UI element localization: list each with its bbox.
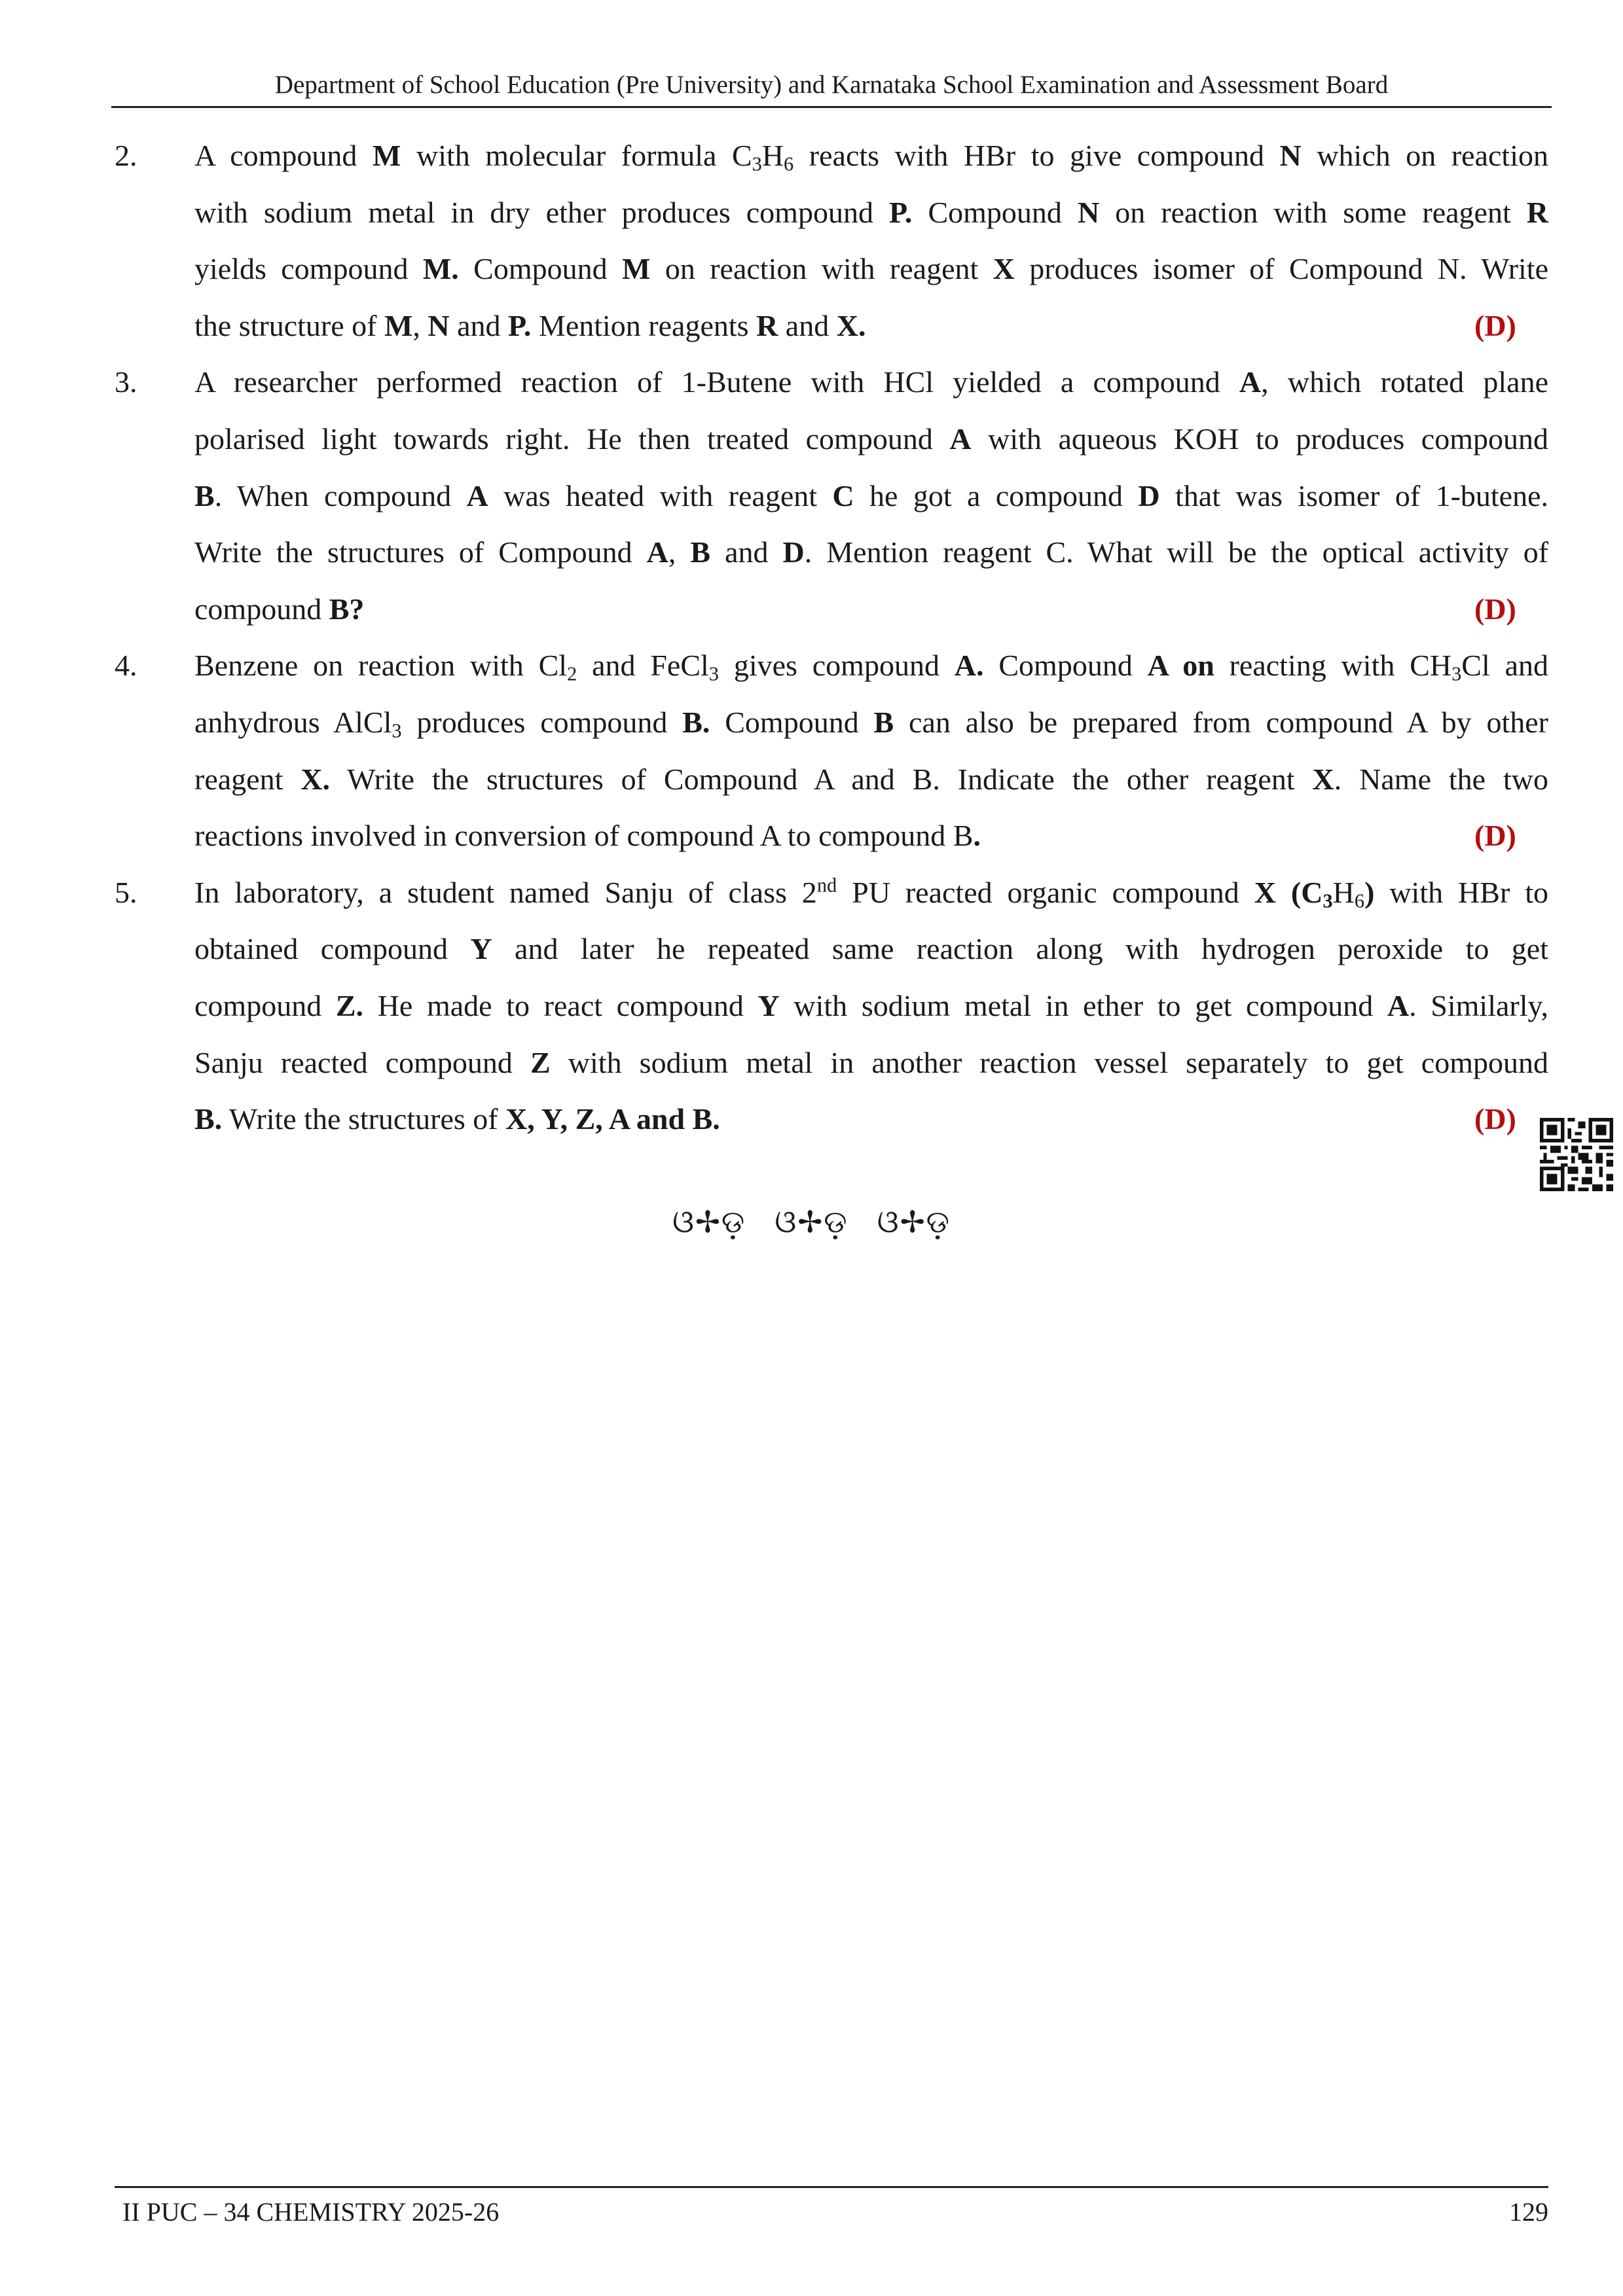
qr-code[interactable] — [1540, 1118, 1613, 1191]
question-line: B. Write the structures of X, Y, Z, A and B. (D) — [194, 1091, 1548, 1148]
question-number: 3. — [115, 365, 137, 399]
question-line: polarised light towards right. He then treated compound A with aqueous KOH to produces compound — [194, 422, 1548, 456]
question-line: A researcher performed reaction of 1-Butene with HCl yielded a compound A, which rotated plane — [194, 365, 1548, 399]
question-line: A compound M with molecular formula $C_3H_6$ reacts with HBr to give compound N which on reaction — [194, 139, 1548, 175]
difficulty-tag: (D) — [1474, 592, 1516, 626]
question-line: the structure of M, N and P. Mention reagents R and X. (D) — [194, 298, 1548, 355]
question-line: compound Z. He made to react compound Y with sodium metal in ether to get compound A. Similarly, — [194, 988, 1549, 1022]
question-line: yields compound M. Compound M on reaction with reagent X produces isomer of Compound N. Write — [194, 252, 1549, 286]
page-header: Department of School Education (Pre University) and Karnataka School Examination and Assessment Board — [111, 65, 1552, 108]
section-ornament: ଓ✢ଡ଼ ଓ✢ଡ଼ ଓ✢ଡ଼ — [672, 1205, 951, 1240]
question-2 — [115, 128, 1548, 354]
question-line: with sodium metal in dry ether produces compound P. Compound N on reaction with some reagent R — [194, 195, 1549, 229]
question-5 — [115, 865, 1548, 1148]
page-footer — [115, 2186, 1548, 2227]
question-number: 2. — [115, 139, 137, 172]
footer-course: II PUC – 34 CHEMISTRY 2025-26 — [122, 2197, 500, 2227]
difficulty-tag: (D) — [1474, 819, 1516, 853]
question-3 — [115, 354, 1548, 637]
question-line: reagent X. Write the structures of Compound A and B. Indicate the other reagent X. Name the two — [194, 762, 1549, 796]
question-line: compound B? (D) — [194, 581, 1548, 638]
difficulty-tag: (D) — [1474, 308, 1516, 342]
question-line: anhydrous AlCl$_3$ produces compound B. Compound B can also be prepared from compound A by other — [194, 705, 1549, 742]
question-line: obtained compound Y and later he repeated same reaction along with hydrogen peroxide to get — [194, 932, 1548, 966]
question-line: Benzene on reaction with $Cl_2$ and FeCl$_3$ gives compound A. Compound A on reacting with $CH_3Cl$ and — [194, 649, 1549, 685]
question-line: Write the structures of Compound A, B and D. Mention reagent C. What will be the optical activity of — [194, 535, 1549, 569]
question-4 — [115, 637, 1548, 864]
question-line: In laboratory, a student named Sanju of class 2nd PU reacted organic compound X $(C_3H_6)$ with HBr to — [194, 874, 1548, 912]
question-line: B. When compound A was heated with reagent C he got a compound D that was isomer of 1-butene. — [194, 478, 1548, 512]
difficulty-tag: (D) — [1474, 1102, 1516, 1136]
page-number: 129 — [1509, 2197, 1548, 2227]
question-line: reactions involved in conversion of compound A to compound B. (D) — [194, 808, 1548, 865]
question-line: Sanju reacted compound Z with sodium metal in another reaction vessel separately to get compound — [194, 1045, 1548, 1079]
question-list — [115, 128, 1548, 1148]
question-number: 4. — [115, 649, 137, 683]
question-number: 5. — [115, 875, 137, 909]
